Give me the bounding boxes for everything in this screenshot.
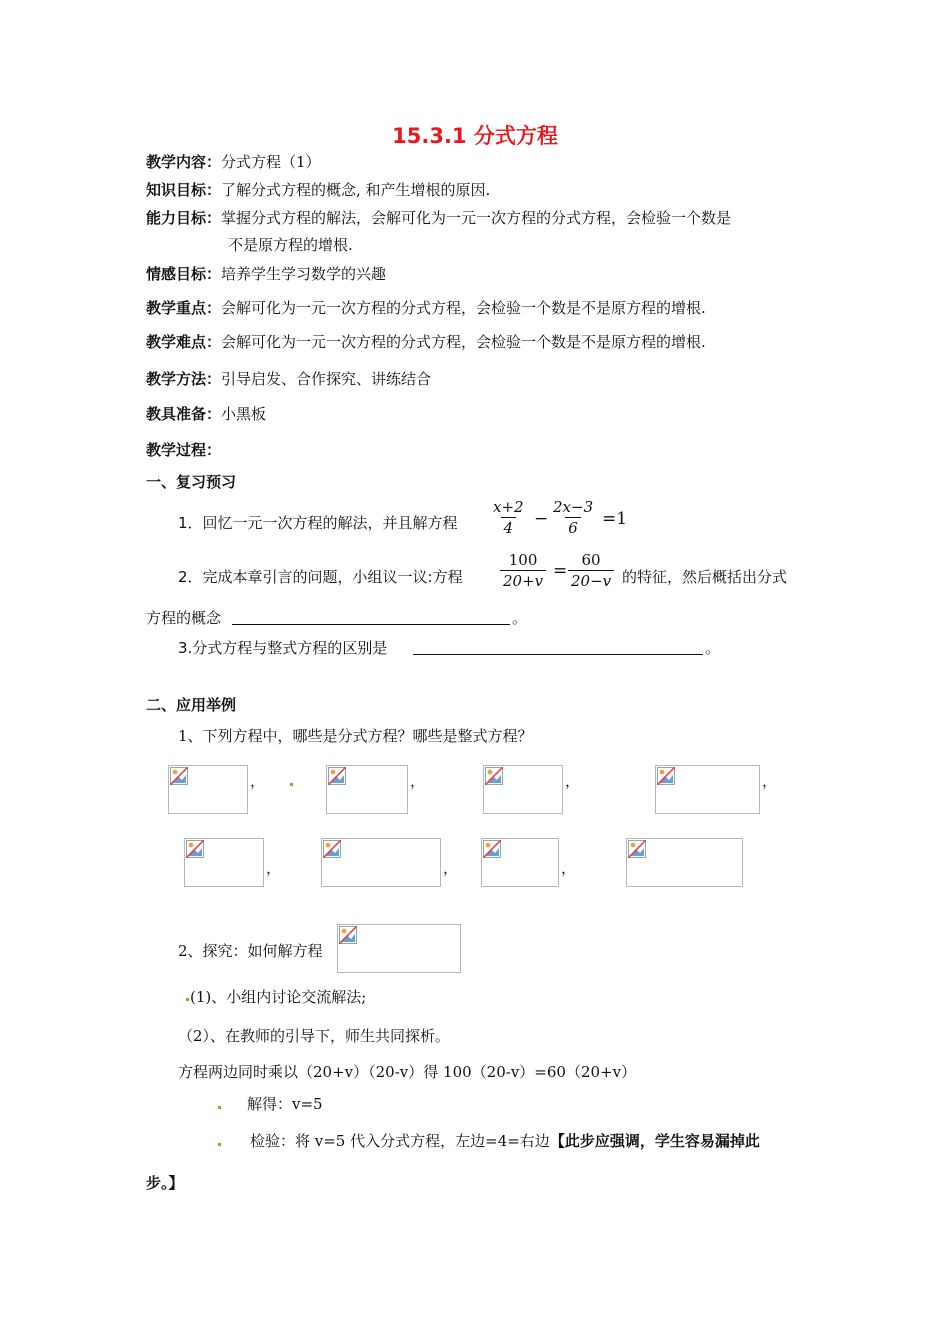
equals-sign: = bbox=[553, 561, 568, 581]
info-text: 会解可化为一元一次方程的分式方程，会检验一个数是不是原方程的增根. bbox=[221, 299, 706, 317]
blank-line-difference[interactable] bbox=[413, 654, 703, 655]
stray-dot bbox=[218, 1106, 221, 1109]
equation-image bbox=[168, 765, 248, 814]
check-line bbox=[250, 1130, 760, 1151]
stray-dot bbox=[186, 998, 189, 1001]
comma: ， bbox=[410, 772, 426, 790]
info-label: 教学难点： bbox=[146, 333, 222, 351]
equals-one: =1 bbox=[602, 509, 628, 529]
period: 。 bbox=[512, 609, 528, 627]
equation-image bbox=[481, 838, 559, 887]
info-text: 培养学生学习数学的兴趣 bbox=[221, 265, 387, 283]
explore-step-2: （2）、在教师的引导下，师生共同探析。 bbox=[178, 1027, 451, 1045]
stray-dot bbox=[218, 1143, 221, 1146]
emphasis-note-cont: 步。】 bbox=[146, 1174, 184, 1192]
review-item-2-text: 2．完成本章引言的问题，小组议一议:方程 bbox=[178, 568, 463, 586]
info-text: 了解分式方程的概念, 和产生增根的原因. bbox=[221, 181, 491, 199]
info-label: 教学重点： bbox=[146, 299, 222, 317]
equation-image bbox=[655, 765, 760, 814]
info-row-emotion bbox=[146, 263, 386, 284]
info-label: 教学方法： bbox=[146, 370, 222, 388]
info-row-method bbox=[146, 368, 431, 389]
explore-step-1: (1)、小组内讨论交流解法; bbox=[190, 988, 367, 1006]
broken-image-icon bbox=[628, 840, 646, 858]
fraction-100-over-20-plus-v: $\frac{100}{20+v}$ bbox=[500, 551, 546, 590]
explore-step-3: 方程两边同时乘以（20+v）（20-v）得 100（20-v）=60（20+v） bbox=[178, 1063, 637, 1081]
broken-image-icon bbox=[483, 840, 501, 858]
equation-image bbox=[321, 838, 441, 887]
broken-image-icon bbox=[328, 767, 346, 785]
comma: ， bbox=[565, 772, 581, 790]
stray-dot bbox=[290, 783, 293, 786]
info-text: 会解可化为一元一次方程的分式方程，会检验一个数是不是原方程的增根. bbox=[221, 333, 706, 351]
info-label: 教具准备： bbox=[146, 405, 222, 423]
comma: ， bbox=[762, 772, 778, 790]
blank-line-concept[interactable] bbox=[232, 624, 510, 625]
info-row-ability bbox=[146, 207, 731, 228]
check-text: 检验：将 v=5 代入分式方程，左边=4=右边 bbox=[250, 1132, 550, 1150]
info-label: 教学内容： bbox=[146, 153, 222, 171]
section-heading-examples: 二、应用举例 bbox=[146, 696, 237, 714]
info-row-content bbox=[146, 151, 321, 172]
comma: ， bbox=[266, 859, 282, 877]
info-row-process bbox=[146, 439, 221, 460]
info-row-difficulty bbox=[146, 331, 706, 352]
info-label: 教学过程： bbox=[146, 441, 222, 459]
info-text: 引导启发、合作探究、讲练结合 bbox=[221, 370, 432, 388]
equation-image bbox=[483, 765, 563, 814]
info-label: 能力目标： bbox=[146, 209, 222, 227]
broken-image-icon bbox=[170, 767, 188, 785]
broken-image-icon bbox=[323, 840, 341, 858]
info-text: 分式方程（1） bbox=[221, 153, 321, 171]
equation-image bbox=[184, 838, 264, 887]
fraction-60-over-20-minus-v: $\frac{60}{20-v}$ bbox=[568, 551, 614, 590]
info-row-ability-cont: 不是原方程的增根. bbox=[228, 236, 353, 254]
fraction-2x-minus-3-over-6: $\frac{2x-3}{6}$ bbox=[553, 498, 594, 537]
comma: ， bbox=[250, 772, 266, 790]
info-row-focus bbox=[146, 297, 706, 318]
info-text: 小黑板 bbox=[221, 405, 267, 423]
comma: ， bbox=[561, 859, 577, 877]
period: 。 bbox=[705, 639, 721, 657]
section-heading-review: 一、复习预习 bbox=[146, 473, 237, 491]
comma: ， bbox=[443, 859, 459, 877]
broken-image-icon bbox=[186, 840, 204, 858]
info-row-knowledge bbox=[146, 179, 490, 200]
minus-sign: − bbox=[534, 509, 549, 529]
review-item-2-tail: 的特征，然后概括出分式 bbox=[622, 568, 788, 586]
info-text: 掌握分式方程的解法，会解可化为一元一次方程的分式方程，会检验一个数是 bbox=[221, 209, 732, 227]
emphasis-note: 【此步应强调，学生容易漏掉此 bbox=[549, 1132, 760, 1150]
review-item-2-line2: 方程的概念 bbox=[146, 609, 222, 627]
review-item-1-text: 1．回忆一元一次方程的解法，并且解方程 bbox=[178, 514, 458, 532]
solution-line: 解得：v=5 bbox=[247, 1095, 323, 1113]
broken-image-icon bbox=[485, 767, 503, 785]
page-title: 15.3.1 分式方程 bbox=[392, 124, 558, 148]
broken-image-icon bbox=[339, 926, 357, 944]
example-question-1: 1、下列方程中，哪些是分式方程？哪些是整式方程？ bbox=[178, 727, 533, 745]
fraction-x-plus-2-over-4: $\frac{x+2}{4}$ bbox=[493, 498, 524, 537]
broken-image-icon bbox=[657, 767, 675, 785]
equation-image bbox=[626, 838, 743, 887]
example-question-2: 2、探究：如何解方程 bbox=[178, 942, 323, 960]
info-label: 知识目标： bbox=[146, 181, 222, 199]
review-item-3-text: 3.分式方程与整式方程的区别是 bbox=[178, 639, 388, 657]
equation-image bbox=[337, 924, 461, 973]
info-row-tools bbox=[146, 403, 266, 424]
equation-image bbox=[326, 765, 408, 814]
info-label: 情感目标： bbox=[146, 265, 222, 283]
